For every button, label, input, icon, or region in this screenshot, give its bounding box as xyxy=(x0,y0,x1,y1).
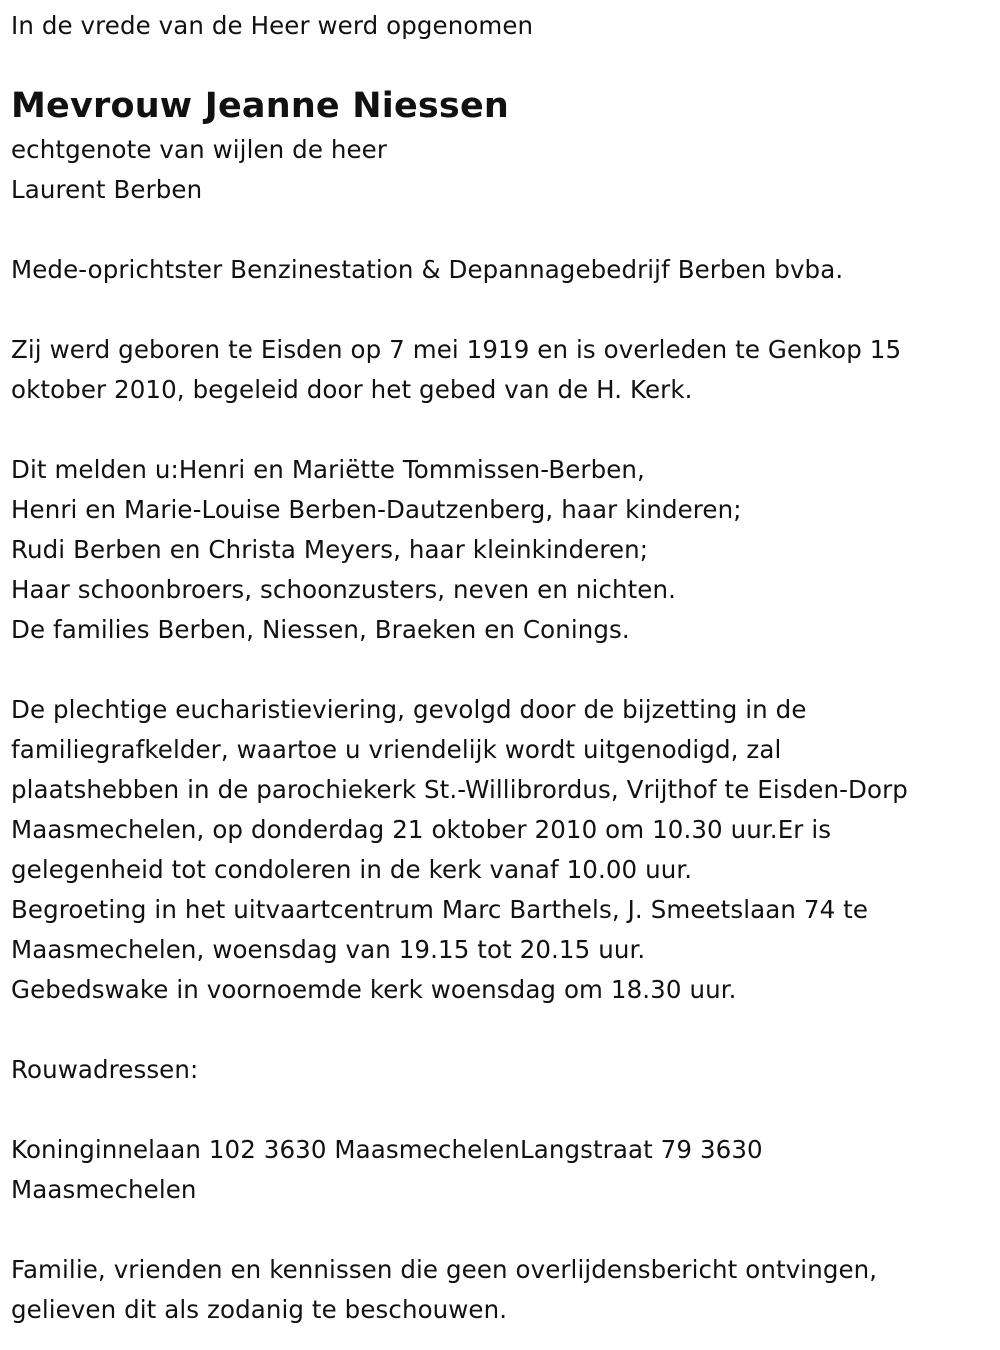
ceremony-line: De plechtige eucharistieviering, gevolgd door de bijzetting in de xyxy=(11,695,807,724)
family-line: Dit melden u:Henri en Mariëtte Tommissen-Berben, xyxy=(11,455,645,484)
ceremony-line: Maasmechelen, op donderdag 21 oktober 2010 om 10.30 uur.Er is xyxy=(11,815,832,844)
spouse-line: echtgenote van wijlen de heer xyxy=(11,135,388,164)
birth-death-line: oktober 2010, begeleid door het gebed van de H. Kerk. xyxy=(11,375,693,404)
occupation-line: Mede-oprichtster Benzinestation & Depannagebedrijf Berben bvba. xyxy=(11,255,844,284)
closing-block xyxy=(11,1250,996,1330)
address-line: Maasmechelen xyxy=(11,1175,197,1204)
spacer xyxy=(11,1090,996,1130)
deceased-name: Mevrouw Jeanne Niessen xyxy=(11,86,510,126)
obituary-notice xyxy=(11,6,996,1330)
ceremony-line: familiegrafkelder, waartoe u vriendelijk wordt uitgenodigd, zal xyxy=(11,735,782,764)
ceremony-block xyxy=(11,690,996,1010)
spacer xyxy=(11,650,996,690)
spacer xyxy=(11,410,996,450)
family-line: De families Berben, Niessen, Braeken en Conings. xyxy=(11,615,630,644)
addresses-heading: Rouwadressen: xyxy=(11,1055,199,1084)
spacer xyxy=(11,1010,996,1050)
spouse-block xyxy=(11,130,996,210)
family-line: Henri en Marie-Louise Berben-Dautzenberg, haar kinderen; xyxy=(11,495,742,524)
spouse-line: Laurent Berben xyxy=(11,175,203,204)
occupation-block xyxy=(11,250,996,290)
ceremony-line: plaatshebben in de parochiekerk St.-Willibrordus, Vrijthof te Eisden-Dorp xyxy=(11,775,908,804)
family-line: Rudi Berben en Christa Meyers, haar kleinkinderen; xyxy=(11,535,649,564)
ceremony-line: gelegenheid tot condoleren in de kerk vanaf 10.00 uur. xyxy=(11,855,693,884)
addresses-block xyxy=(11,1130,996,1210)
closing-line: gelieven dit als zodanig te beschouwen. xyxy=(11,1295,508,1324)
spacer xyxy=(11,210,996,250)
spacer xyxy=(11,1210,996,1250)
family-block xyxy=(11,450,996,650)
birth-death-line: Zij werd geboren te Eisden op 7 mei 1919 en is overleden te Genkop 15 xyxy=(11,335,902,364)
ceremony-line: Begroeting in het uitvaartcentrum Marc Barthels, J. Smeetslaan 74 te xyxy=(11,895,869,924)
address-line: Koninginnelaan 102 3630 MaasmechelenLangstraat 79 3630 xyxy=(11,1135,763,1164)
closing-line: Familie, vrienden en kennissen die geen overlijdensbericht ontvingen, xyxy=(11,1255,878,1284)
ceremony-line: Gebedswake in voornoemde kerk woensdag om 18.30 uur. xyxy=(11,975,737,1004)
intro-text: In de vrede van de Heer werd opgenomen xyxy=(11,11,534,40)
birth-death-block xyxy=(11,330,996,410)
spacer xyxy=(11,290,996,330)
family-line: Haar schoonbroers, schoonzusters, neven en nichten. xyxy=(11,575,676,604)
ceremony-line: Maasmechelen, woensdag van 19.15 tot 20.15 uur. xyxy=(11,935,646,964)
